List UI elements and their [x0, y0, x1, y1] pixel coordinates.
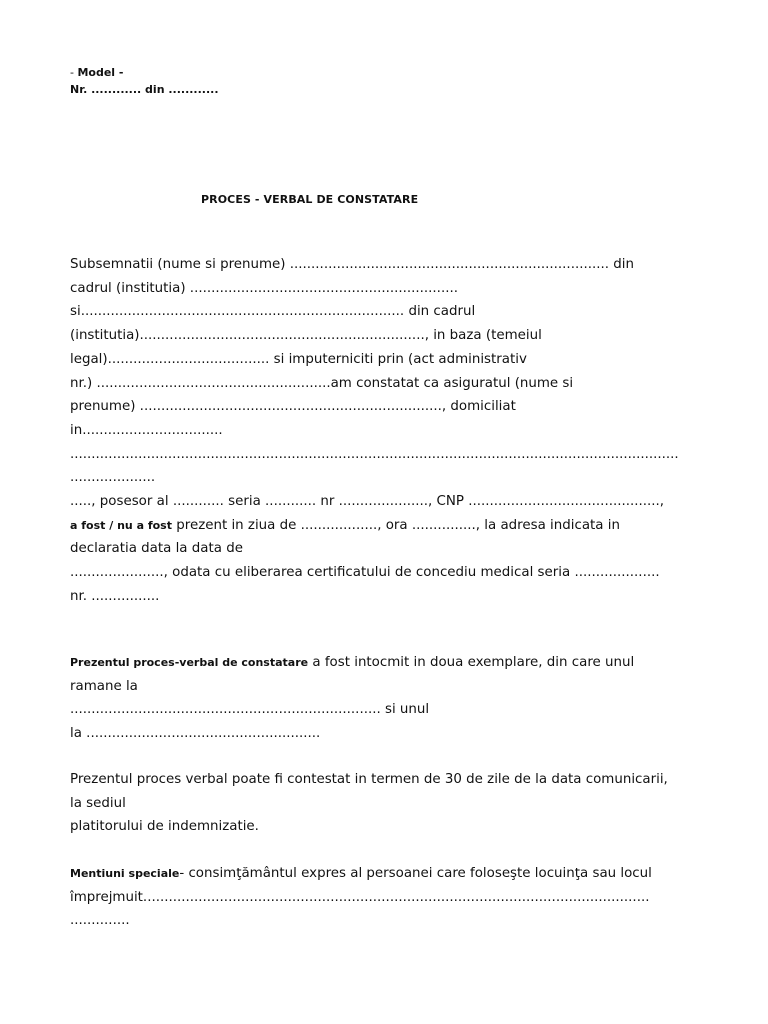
paragraph-special-mentions [70, 862, 720, 933]
text-line [70, 651, 720, 675]
text-line: Prezentul proces verbal poate fi contestat in termen de 30 de zile de la data comunicarii, [70, 772, 668, 787]
text-line: împrejmuit....................................................................................................................... [70, 889, 650, 905]
model-line [70, 64, 219, 81]
special-mentions-text: - consimţământul expres al persoanei care foloseşte locuinţa sau locul [179, 866, 652, 881]
text-line: la sediul [70, 795, 126, 811]
special-mentions-label: Mentiuni speciale [70, 867, 180, 880]
paragraph-participants [70, 253, 720, 609]
document-title: PROCES - VERBAL DE CONSTATARE [201, 193, 419, 206]
text-line: cadrul (institutia) ............................................................... [70, 280, 458, 296]
text-line: ....., posesor al ............ seria ............ nr ....................., CNP ............................................., [70, 494, 665, 510]
text-line: .................... [70, 470, 156, 486]
model-dash: - [70, 66, 78, 79]
text-line: in................................. [70, 422, 223, 438]
copies-rest-text: a fost intocmit in doua exemplare, din care unul [308, 655, 635, 670]
text-line: nr. ................ [70, 588, 160, 604]
paragraph-contestation [70, 768, 720, 839]
document-header [70, 64, 219, 98]
text-line: si............................................................................ din cadrul [70, 304, 476, 320]
presence-status-label: a fost / nu a fost [70, 518, 172, 532]
text-line: ......................, odata cu eliberarea certificatului de concediu medical seria .................... [70, 565, 660, 581]
text-line: ............................................................................................................................................... [70, 446, 679, 462]
number-line: Nr. ............ din ............ [70, 83, 219, 96]
text-line: (institutia)..................................................................., in baza (temeiul [70, 328, 542, 344]
text-line: Subsemnatii (nume si prenume) ........................................................................... din [70, 257, 634, 272]
presence-rest-text: prezent in ziua de .................., ora ..............., la adresa indicata in [171, 517, 620, 533]
text-line: nr.) .......................................................am constatat ca asiguratul (nume si [70, 375, 574, 391]
model-label: Model - [77, 66, 124, 79]
text-line: .............. [70, 913, 130, 929]
paragraph-copies [70, 651, 720, 746]
text-line: ramane la [70, 678, 138, 694]
text-line: ......................................................................... si unul [70, 702, 430, 718]
text-line: la ....................................................... [70, 726, 321, 742]
text-line: legal)...................................... si imputerniciti prin (act administrativ [70, 351, 527, 367]
text-line [70, 514, 720, 538]
text-line [70, 862, 720, 886]
text-line: prenume) ......................................................................., domiciliat [70, 399, 516, 415]
copies-label: Prezentul proces-verbal de constatare [70, 656, 309, 669]
text-line: declaratia data la data de [70, 541, 243, 557]
text-line: platitorului de indemnizatie. [70, 819, 259, 835]
